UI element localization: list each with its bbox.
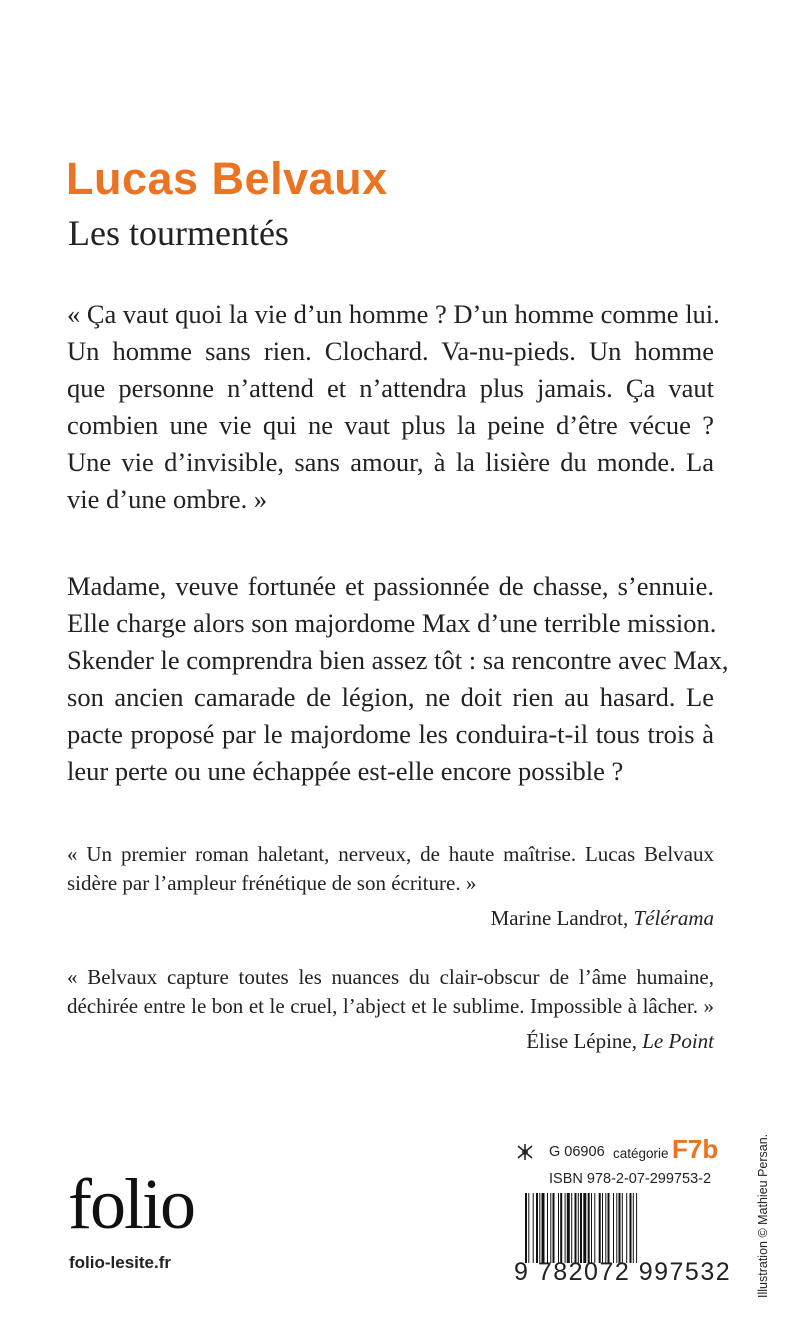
barcode-bar bbox=[528, 1193, 529, 1263]
opening-quote bbox=[67, 296, 720, 518]
publisher-site: folio-lesite.fr bbox=[69, 1253, 172, 1272]
summary-line: pacte proposé par le majordome les conduira-t-il tous trois à bbox=[67, 719, 714, 749]
summary-line: Elle charge alors son majordome Max d’une terrible mission. bbox=[67, 608, 717, 638]
review-line: « Belvaux capture toutes les nuances du clair-obscur de l’âme humaine, bbox=[67, 965, 714, 989]
barcode-bar bbox=[558, 1193, 559, 1263]
barcode-bar bbox=[633, 1193, 634, 1263]
barcode-bar bbox=[550, 1193, 551, 1263]
book-title: Les tourmentés bbox=[68, 213, 289, 253]
review-attribution bbox=[67, 1027, 714, 1056]
review-le-point bbox=[67, 963, 714, 1056]
summary-line: son ancien camarade de légion, ne doit rien au hasard. Le bbox=[67, 682, 714, 712]
publication-name: Le Point bbox=[642, 1029, 714, 1053]
summary-line: Skender le comprendra bien assez tôt : sa rencontre avec Max, bbox=[67, 645, 729, 675]
barcode-bar bbox=[583, 1193, 586, 1263]
author-name: Lucas Belvaux bbox=[66, 153, 388, 204]
barcode-bar bbox=[616, 1193, 617, 1263]
isbn: ISBN 978-2-07-299753-2 bbox=[549, 1171, 712, 1187]
barcode-bar bbox=[575, 1193, 577, 1263]
knot-icon bbox=[515, 1142, 535, 1162]
barcode-bar bbox=[571, 1193, 572, 1263]
category-value: F7b bbox=[672, 1134, 719, 1164]
barcode-bar bbox=[547, 1193, 548, 1263]
quote-line: que personne n’attend et n’attendra plus jamais. Ça vaut bbox=[67, 373, 714, 403]
barcode-bar bbox=[525, 1193, 527, 1263]
barcode-digits: 9 782072 997532 bbox=[514, 1258, 732, 1286]
barcode-bar bbox=[553, 1193, 555, 1263]
barcode-bar bbox=[578, 1193, 579, 1263]
barcode-bar bbox=[636, 1193, 637, 1263]
review-telerama bbox=[67, 840, 714, 933]
publisher-logo: folio bbox=[68, 1164, 194, 1244]
barcode-bar bbox=[567, 1193, 570, 1263]
quote-line: vie d’une ombre. » bbox=[67, 484, 268, 514]
barcode-bar bbox=[605, 1193, 606, 1263]
critic-name: Marine Landrot, bbox=[490, 906, 629, 930]
barcode-bar bbox=[565, 1193, 566, 1263]
quote-line: Une vie d’invisible, sans amour, à la lisière du monde. La bbox=[67, 447, 714, 477]
barcode bbox=[525, 1193, 717, 1263]
critic-name: Élise Lépine, bbox=[526, 1029, 637, 1053]
barcode-bar bbox=[542, 1193, 545, 1263]
publication-name: Télérama bbox=[633, 906, 714, 930]
barcode-bar bbox=[613, 1193, 614, 1263]
barcode-bar bbox=[588, 1193, 590, 1263]
barcode-bar bbox=[602, 1193, 603, 1263]
barcode-bar bbox=[619, 1193, 621, 1263]
barcode-bar bbox=[591, 1193, 592, 1263]
g-code: G 06906 bbox=[549, 1144, 605, 1160]
summary bbox=[67, 568, 729, 790]
barcode-bar bbox=[599, 1193, 601, 1263]
barcode-bar bbox=[622, 1193, 623, 1263]
quote-line: combien une vie qui ne vaut plus la peine d’être vécue ? bbox=[67, 410, 714, 440]
quote-line: Un homme sans rien. Clochard. Va-nu-pieds. Un homme bbox=[67, 336, 714, 366]
barcode-bar bbox=[626, 1193, 627, 1263]
barcode-bar bbox=[536, 1193, 538, 1263]
quote-line: « Ça vaut quoi la vie d’un homme ? D’un homme comme lui. bbox=[67, 299, 720, 329]
illustration-credit: Illustration © Mathieu Persan. bbox=[756, 1133, 770, 1298]
barcode-bar bbox=[594, 1193, 595, 1263]
barcode-bar bbox=[630, 1193, 632, 1263]
barcode-bar bbox=[560, 1193, 562, 1263]
category-label: catégorie bbox=[613, 1146, 669, 1161]
review-line: sidère par l’ampleur frénétique de son écriture. » bbox=[67, 871, 477, 895]
summary-line: Madame, veuve fortunée et passionnée de chasse, s’ennuie. bbox=[67, 571, 714, 601]
barcode-bar bbox=[608, 1193, 610, 1263]
barcode-bar bbox=[539, 1193, 540, 1263]
summary-line: leur perte ou une échappée est-elle encore possible ? bbox=[67, 756, 624, 786]
review-line: « Un premier roman haletant, nerveux, de haute maîtrise. Lucas Belvaux bbox=[67, 842, 714, 866]
barcode-bar bbox=[580, 1193, 582, 1263]
review-line: déchirée entre le bon et le cruel, l’abject et le sublime. Impossible à lâcher. » bbox=[67, 994, 714, 1018]
review-attribution bbox=[67, 904, 714, 933]
barcode-bar bbox=[533, 1193, 534, 1263]
